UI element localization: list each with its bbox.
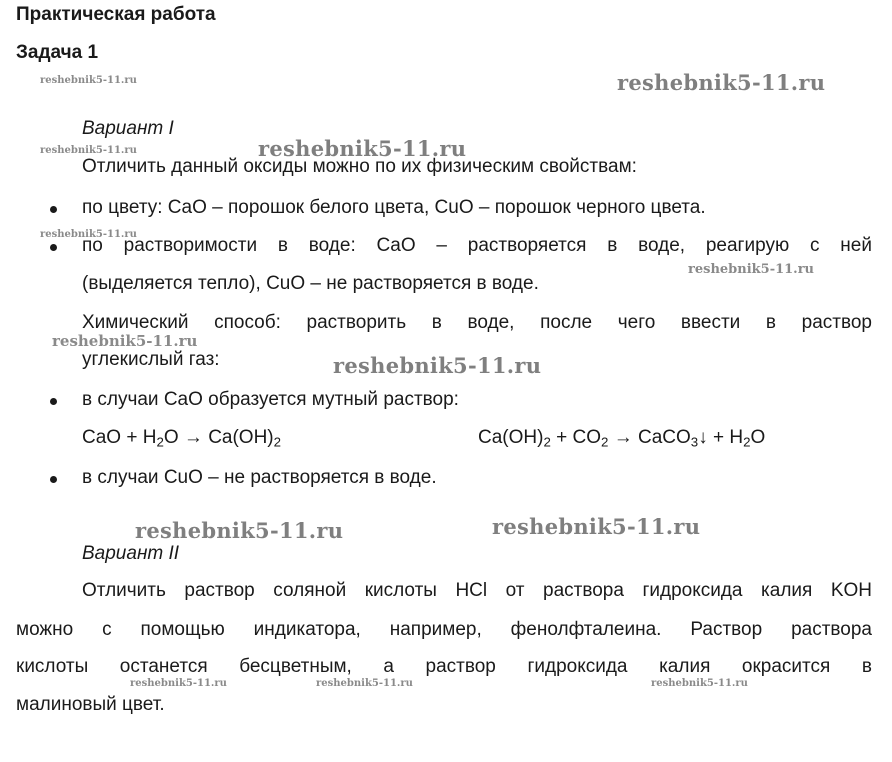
- watermark: reshebnik5-11.ru: [52, 332, 198, 350]
- watermark: reshebnik5-11.ru: [651, 678, 748, 689]
- watermark: reshebnik5-11.ru: [316, 678, 413, 689]
- variant1-intro: Отличить данный оксиды можно по их физическим свойствам:: [82, 156, 637, 177]
- watermark: reshebnik5-11.ru: [135, 518, 344, 543]
- watermark: reshebnik5-11.ru: [617, 70, 826, 95]
- bullet-cuo: в случаи CuO – не растворяется в воде.: [82, 467, 437, 488]
- variant2-line4: малиновый цвет.: [16, 694, 165, 715]
- bullet-cao-reaction: в случаи CaO образуется мутный раствор:: [82, 389, 459, 410]
- bullet-dot: [50, 244, 57, 251]
- variant2-line3: кислоты останется бесцветным, а раствор гидроксида калия окрасится в: [16, 656, 872, 677]
- watermark: reshebnik5-11.ru: [40, 229, 137, 240]
- equation-cao-water: CaO + $H_2O \to Ca(OH)_2$: [82, 427, 282, 450]
- bullet-dot: [50, 476, 57, 483]
- bullet-dot: [50, 398, 57, 405]
- bullet-dot: [50, 206, 57, 213]
- variant2-line1: Отличить раствор соляной кислоты HCl от раствора гидроксида калия KOH: [82, 580, 872, 601]
- variant1-title: Вариант I: [82, 118, 174, 139]
- task-title: Задача 1: [16, 42, 99, 63]
- equation-caoh2-co2: $Ca(OH)_2 + CO_2$ → CaCO$_3$↓ + $H_2O$: [478, 427, 766, 450]
- watermark: reshebnik5-11.ru: [40, 75, 137, 86]
- chem-method-line1: Химический способ: растворить в воде, после чего ввести в раствор: [82, 312, 872, 333]
- page-heading: Практическая работа: [16, 4, 216, 25]
- watermark: reshebnik5-11.ru: [130, 678, 227, 689]
- variant2-title: Вариант II: [82, 543, 180, 564]
- chem-method-line2: углекислый газ:: [82, 349, 220, 370]
- watermark: reshebnik5-11.ru: [333, 353, 542, 378]
- watermark: reshebnik5-11.ru: [492, 514, 701, 539]
- watermark: reshebnik5-11.ru: [40, 145, 137, 156]
- bullet-color: по цвету: CaO – порошок белого цвета, CuO – порошок черного цвета.: [82, 197, 706, 218]
- watermark: reshebnik5-11.ru: [688, 262, 815, 277]
- variant2-line2: можно с помощью индикатора, например, фенолфталеина. Раствор раствора: [16, 619, 872, 640]
- bullet-solubility-line1: по растворимости в воде: CaO – растворяется в воде, реагирую с ней: [82, 235, 872, 256]
- bullet-solubility-line2: (выделяется тепло), CuO – не растворяется в воде.: [82, 273, 539, 294]
- watermark: reshebnik5-11.ru: [258, 136, 467, 161]
